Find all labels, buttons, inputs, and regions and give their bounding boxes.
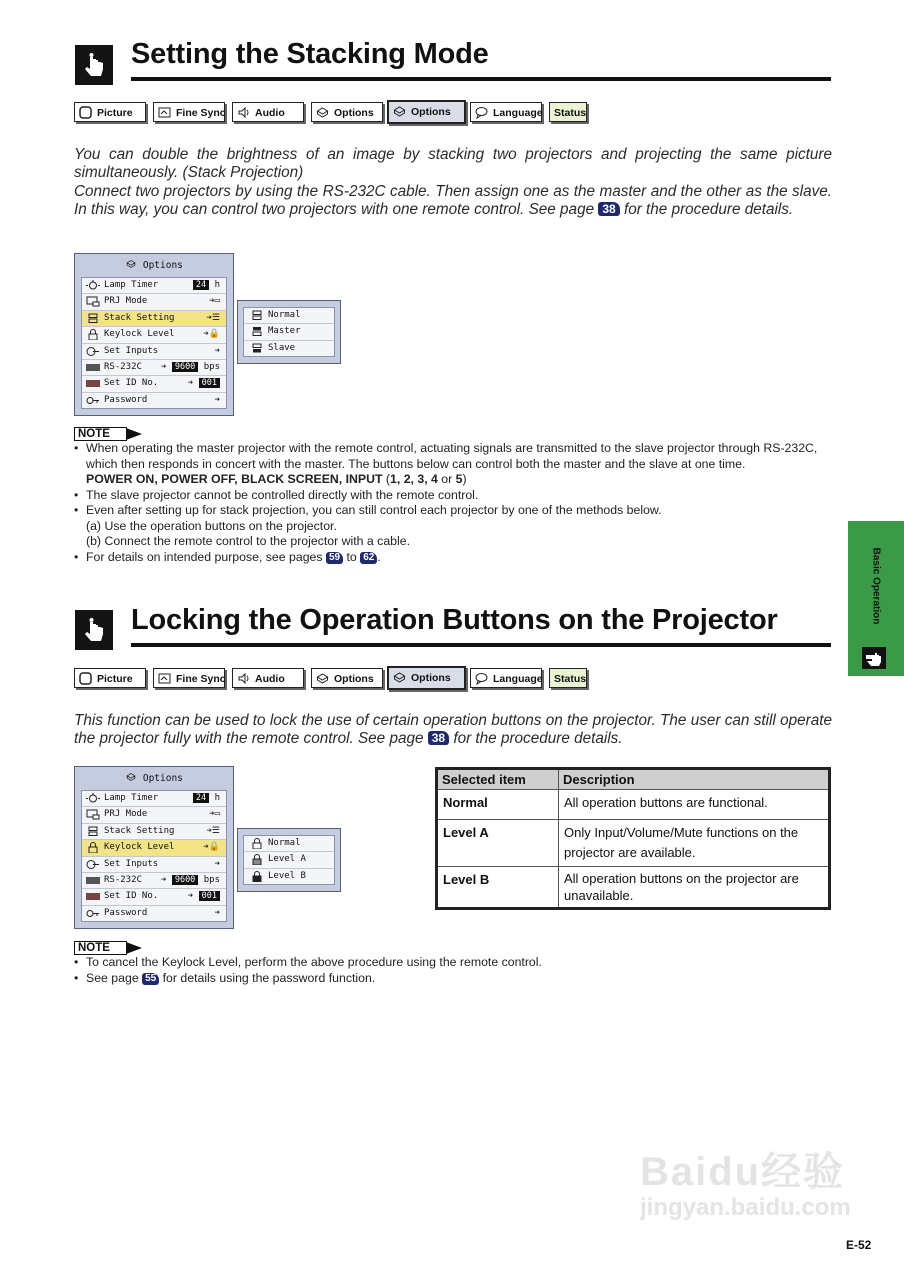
- tab-options-2[interactable]: Options: [387, 100, 466, 124]
- hand-icon: [75, 610, 113, 650]
- tab-language[interactable]: Language: [470, 668, 542, 688]
- osd-row-lamp-timer[interactable]: Lamp Timer 24 h: [82, 791, 226, 807]
- page-ref-badge[interactable]: 62: [360, 552, 377, 564]
- hand-icon: [75, 45, 113, 85]
- osd-row-password[interactable]: Password ➔: [82, 393, 226, 408]
- tab-picture[interactable]: Picture: [74, 668, 146, 688]
- speaker-icon: [237, 106, 250, 119]
- options-icon: [125, 259, 137, 269]
- menu-tab-bar: [74, 102, 594, 124]
- title-rule: [131, 643, 831, 647]
- input-icon: [86, 346, 100, 357]
- options-icon: [316, 106, 329, 119]
- lamp-icon: [86, 793, 100, 804]
- options-menu-osd: [74, 766, 234, 929]
- stack-icon: [86, 826, 100, 837]
- speech-bubble-icon: [475, 106, 488, 119]
- rs232c-port-icon: [86, 875, 100, 886]
- osd-row-prj-mode[interactable]: PRJ Mode ➔▭: [82, 807, 226, 823]
- picture-icon: [79, 106, 92, 119]
- lamp-icon: [86, 280, 100, 291]
- intro-text: This function can be used to lock the use of certain operation buttons on the projector. The user can still operate the projector fully with the remote control. See page 38 for the procedure details.: [74, 712, 832, 748]
- stack-icon: [86, 313, 100, 324]
- osd-row-prj-mode[interactable]: PRJ Mode ➔▭: [82, 294, 226, 310]
- options-menu-osd: [74, 253, 234, 416]
- page-ref-badge[interactable]: 38: [598, 202, 619, 216]
- section-title: Locking the Operation Buttons on the Projector: [131, 604, 778, 636]
- tab-fine-sync[interactable]: Fine Sync: [153, 102, 225, 122]
- options-icon: [393, 671, 406, 684]
- tab-options-2[interactable]: Options: [387, 666, 466, 690]
- page-ref-badge[interactable]: 38: [428, 731, 449, 745]
- keylock-level-submenu: [237, 828, 341, 892]
- osd-row-password[interactable]: Password ➔: [82, 906, 226, 921]
- submenu-item-normal[interactable]: Normal: [244, 308, 334, 324]
- osd-row-set-id[interactable]: Set ID No. ➔ 001: [82, 376, 226, 392]
- id-icon: [86, 891, 100, 902]
- table-row: Normal All operation buttons are functional.: [437, 790, 830, 820]
- tab-status[interactable]: Status: [549, 668, 587, 688]
- chapter-label: Basic Operation: [870, 547, 882, 625]
- id-icon: [86, 378, 100, 389]
- fine-sync-icon: [158, 672, 171, 685]
- tab-language[interactable]: Language: [470, 102, 542, 122]
- table-header-cell: Selected item: [437, 769, 559, 790]
- lock-icon: [250, 871, 264, 882]
- menu-tab-bar: [74, 668, 594, 690]
- slave-icon: [250, 343, 264, 354]
- tab-audio[interactable]: Audio: [232, 668, 304, 688]
- notes-stacking: • When operating the master projector with the remote control, actuating signals are transmitted to the slave projector through RS-232C, which then responds in concert with the master. The buttons below can control both the master and the slave at one time. POWER ON, POWER OFF, BLACK SCREEN, INPUT (1, 2, 3, 4 or 5) • The slave projector cannot be controlled directly with the remote control. • Even after setting up for stack projection, you can still control each projector by one of the methods below. (a) Use the operation buttons on the projector. (b) Connect the remote control to the projector with a cable. • For details on intended purpose, see pages 59 to 62 .: [74, 441, 834, 565]
- tab-audio[interactable]: Audio: [232, 102, 304, 122]
- note-text: NOTE: [78, 942, 110, 954]
- page-ref-badge[interactable]: 59: [326, 552, 343, 564]
- osd-row-lamp-timer[interactable]: Lamp Timer 24 h: [82, 278, 226, 294]
- keylock-level-table: [435, 767, 831, 910]
- picture-icon: [79, 672, 92, 685]
- osd-row-set-id[interactable]: Set ID No. ➔ 001: [82, 889, 226, 905]
- osd-row-keylock-level[interactable]: Keylock Level ➔🔒: [82, 840, 226, 856]
- submenu-item-level-b[interactable]: Level B: [244, 869, 334, 884]
- osd-list: [81, 277, 227, 409]
- osd-row-keylock-level[interactable]: Keylock Level ➔🔒: [82, 327, 226, 343]
- options-icon: [125, 772, 137, 782]
- speech-bubble-icon: [475, 672, 488, 685]
- page-ref-badge[interactable]: 55: [142, 973, 159, 985]
- projector-icon: [86, 296, 100, 307]
- osd-row-stack-setting[interactable]: Stack Setting ➔☰: [82, 824, 226, 840]
- submenu-item-master[interactable]: Master: [244, 324, 334, 340]
- intro-text: You can double the brightness of an image by stacking two projectors and projecting the same picture simultaneously. (Stack Projection) Connect two projectors by using the RS-232C cable. Then assign one as the master and the other as the slave. In this way, you can control two projectors with one remote control. See page 38 for the procedure details.: [74, 146, 832, 218]
- table-header-cell: Description: [559, 769, 830, 790]
- osd-row-set-inputs[interactable]: Set Inputs ➔: [82, 857, 226, 873]
- page-title: Setting the Stacking Mode: [131, 38, 489, 70]
- fine-sync-icon: [158, 106, 171, 119]
- osd-row-rs232c[interactable]: RS-232C ➔ 9600 bps: [82, 360, 226, 376]
- key-icon: [86, 908, 100, 919]
- projector-icon: [86, 809, 100, 820]
- stack-setting-submenu: [237, 300, 341, 364]
- tab-options-1[interactable]: Options: [311, 668, 383, 688]
- note-text: NOTE: [78, 428, 110, 440]
- baidu-watermark: Baidu经验 jingyan.baidu.com: [640, 1150, 851, 1221]
- notes-keylock: • To cancel the Keylock Level, perform the above procedure using the remote control. • See page 55 for details using the password function.: [74, 955, 834, 986]
- options-icon: [316, 672, 329, 685]
- tab-options-1[interactable]: Options: [311, 102, 383, 122]
- osd-title: Options: [75, 254, 233, 273]
- stack-icon: [250, 310, 264, 321]
- tab-fine-sync[interactable]: Fine Sync: [153, 668, 225, 688]
- submenu-item-level-a[interactable]: Level A: [244, 852, 334, 868]
- lock-icon: [86, 329, 100, 340]
- speaker-icon: [237, 672, 250, 685]
- page-number: E-52: [846, 1238, 872, 1252]
- submenu-item-slave[interactable]: Slave: [244, 341, 334, 356]
- master-icon: [250, 326, 264, 337]
- table-row: Level A Only Input/Volume/Mute functions on the projector are available.: [437, 820, 830, 867]
- options-icon: [393, 105, 406, 118]
- osd-row-rs232c[interactable]: RS-232C ➔ 9600 bps: [82, 873, 226, 889]
- osd-row-set-inputs[interactable]: Set Inputs ➔: [82, 344, 226, 360]
- tab-status[interactable]: Status: [549, 102, 587, 122]
- tab-picture[interactable]: Picture: [74, 102, 146, 122]
- submenu-item-normal[interactable]: Normal: [244, 836, 334, 852]
- osd-row-stack-setting[interactable]: Stack Setting ➔☰: [82, 311, 226, 327]
- title-rule: [131, 77, 831, 81]
- osd-title: Options: [75, 767, 233, 786]
- key-icon: [86, 395, 100, 406]
- osd-list: [81, 790, 227, 922]
- lock-icon: [250, 854, 264, 865]
- lock-icon: [86, 842, 100, 853]
- table-row: Level B All operation buttons on the projector are unavailable.: [437, 867, 830, 909]
- lock-icon: [250, 838, 264, 849]
- input-icon: [86, 859, 100, 870]
- table-header-row: [437, 769, 830, 790]
- hand-icon: [862, 647, 886, 669]
- rs232c-port-icon: [86, 362, 100, 373]
